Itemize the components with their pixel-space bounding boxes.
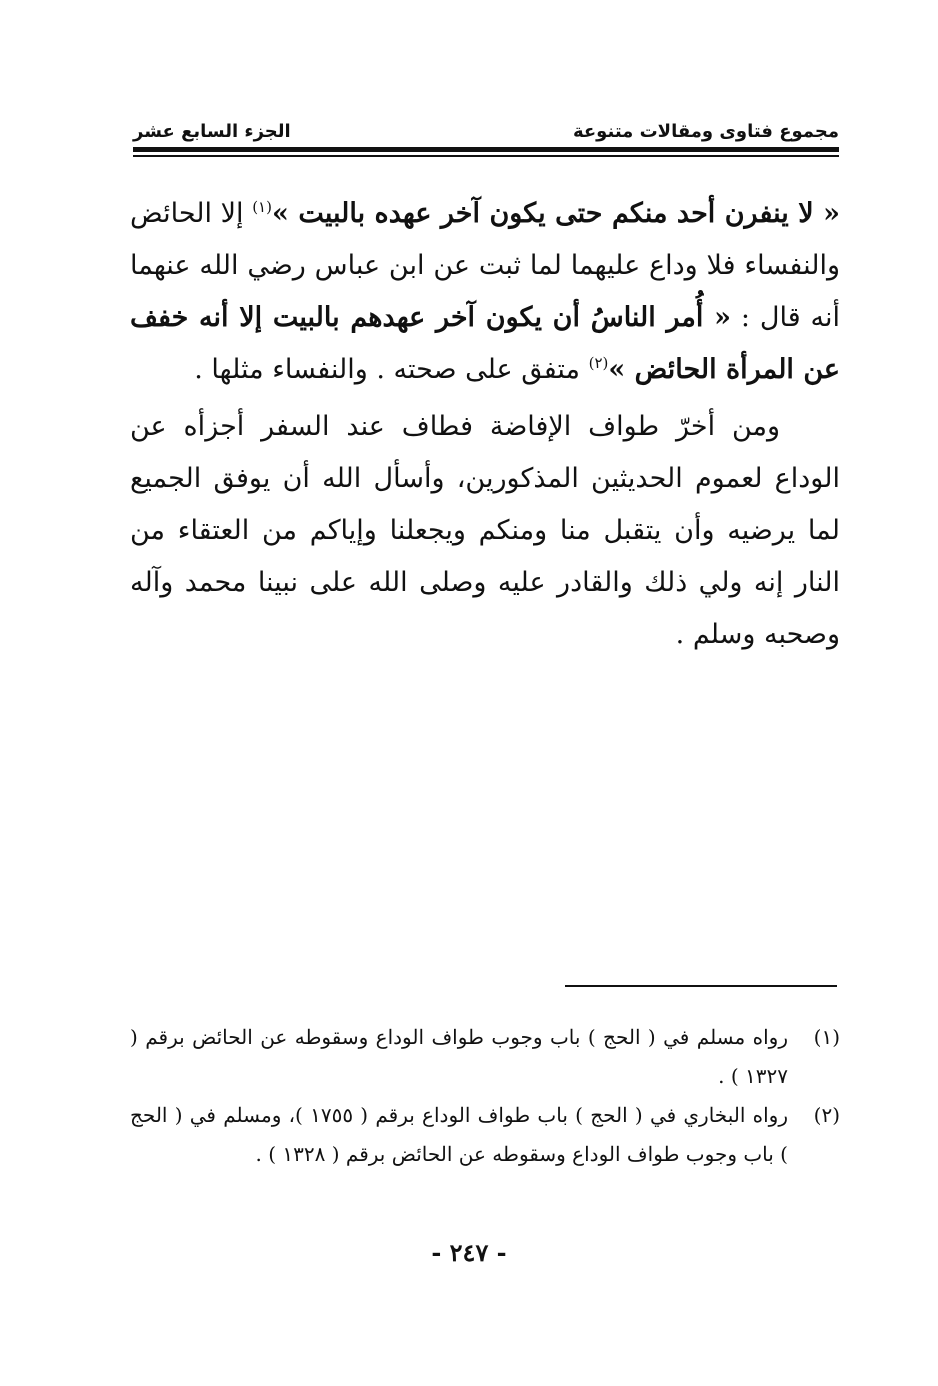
page-number: - ٢٤٧ -: [431, 1238, 507, 1267]
footnote-1: [130, 1018, 840, 1096]
header-rule-thin: [133, 155, 839, 157]
footnote-text: رواه البخاري في ( الحج ) باب طواف الوداع برقم ( ١٧٥٥ )، ومسلم في ( الحج ) باب وجوب طواف الوداع وسقوطه عن الحائض برقم ( ١٣٢٨ ) .: [130, 1103, 788, 1166]
header-rule-thick: [133, 147, 839, 152]
paragraph-1: [130, 188, 840, 396]
footnote-text: رواه مسلم في ( الحج ) باب وجوب طواف الوداع وسقوطه عن الحائض برقم ( ١٣٢٧ ) .: [130, 1025, 788, 1088]
footnote-ref-1: (١): [252, 198, 272, 216]
paragraph-1-text-b: متفق على صحته . والنفساء مثلها .: [194, 354, 589, 385]
volume-label: الجزء السابع عشر: [133, 121, 291, 142]
footnote-ref-2: (٢): [588, 354, 609, 372]
hadith-quote-1: « لا ينفرن أحد منكم حتى يكون آخر عهده بالبيت »: [271, 198, 840, 229]
running-header: [133, 112, 839, 142]
footnotes: [130, 1018, 840, 1174]
main-text: [130, 188, 840, 661]
book-title: مجموع فتاوى ومقالات متنوعة: [572, 121, 839, 142]
footnote-number: (٢): [813, 1103, 840, 1127]
footnote-number: (١): [813, 1025, 840, 1049]
footnote-2: [130, 1096, 840, 1174]
footnote-separator: [565, 985, 837, 987]
paragraph-2: ومن أخرّ طواف الإفاضة فطاف عند السفر أجزأه عن الوداع لعموم الحديثين المذكورين، وأسأل الله أن يوفق الجميع لما يرضيه وأن يتقبل منا ومنكم ويجعلنا وإياكم من العتقاء من النار إنه ولي ذلك والقادر عليه وصلى الله على نبينا محمد وآله وصحبه وسلم .: [130, 411, 840, 650]
paragraph-1-text-a: إلا الحائض والنفساء فلا وداع عليهما لما ثبت عن ابن عباس رضي الله عنهما أنه قال :: [130, 198, 840, 333]
hadith-quote-2: « أُمر الناسُ أن يكون آخر عهدهم بالبيت إلا أنه خفف عن المرأة الحائض »: [130, 302, 840, 385]
